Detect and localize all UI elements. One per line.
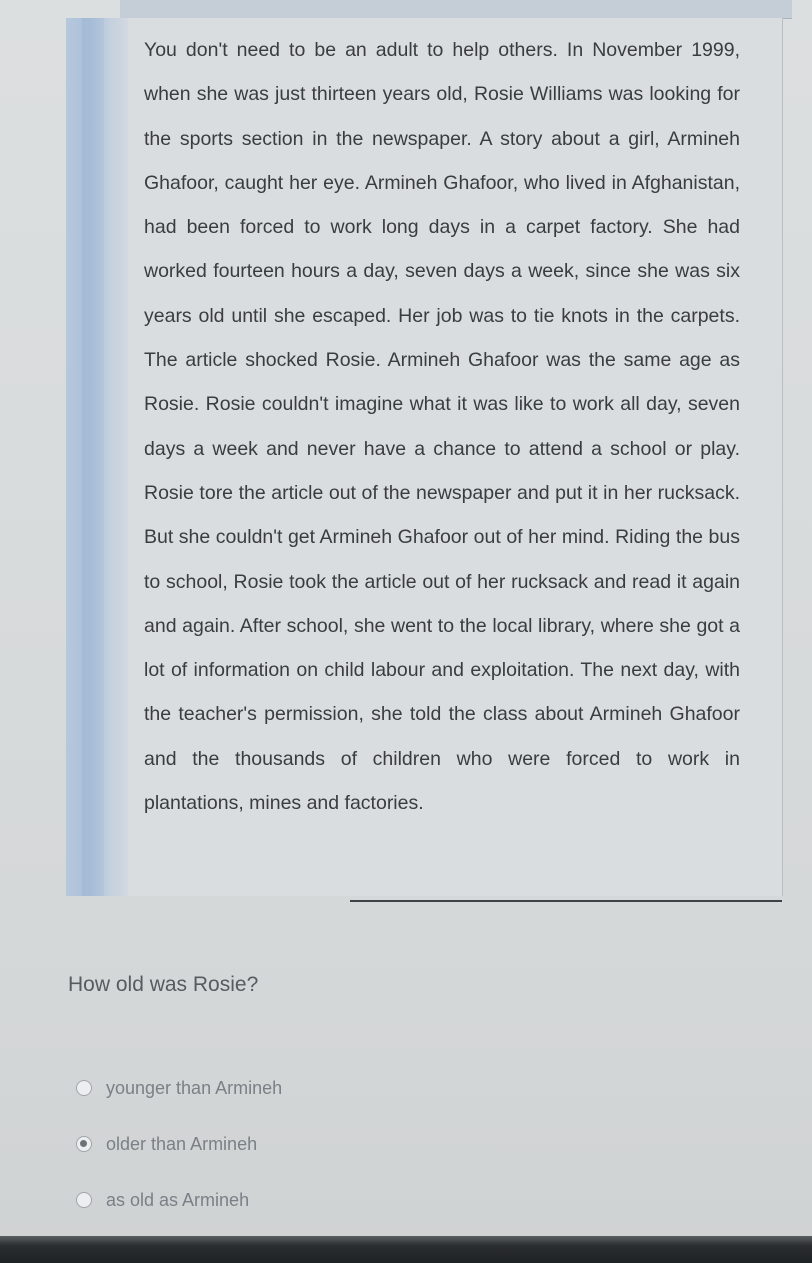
- passage-divider: [350, 900, 782, 902]
- answer-options: [68, 1060, 782, 1228]
- answer-option-same-age[interactable]: [68, 1172, 782, 1228]
- radio-button-younger[interactable]: [76, 1080, 92, 1096]
- answer-option-label: younger than Armineh: [106, 1077, 283, 1098]
- top-toolbar-strip: [120, 0, 792, 19]
- answer-option-label: as old as Armineh: [106, 1189, 250, 1210]
- answer-option-label: older than Armineh: [106, 1133, 258, 1154]
- radio-button-older[interactable]: [76, 1136, 92, 1152]
- answer-option-younger[interactable]: [68, 1060, 782, 1116]
- panel-accent-stripe: [66, 18, 128, 896]
- monitor-bottom-bezel: [0, 1236, 812, 1263]
- radio-button-same-age[interactable]: [76, 1192, 92, 1208]
- question-prompt: How old was Rosie?: [68, 973, 259, 996]
- answer-option-older[interactable]: [68, 1116, 782, 1172]
- panel-accent-stripe-inner: [82, 18, 104, 896]
- reading-passage-text: You don't need to be an adult to help others. In November 1999, when she was just thirteen years old, Rosie Williams was looking for the sports section in the newspaper. A story about a girl, Armineh Ghafoor, caught her eye. Armineh Ghafoor, who lived in Afghanistan, had been forced to work long days in a carpet factory. She had worked fourteen hours a day, seven days a week, since she was six years old until she escaped. Her job was to tie knots in the carpets. The article shocked Rosie. Armineh Ghafoor was the same age as Rosie. Rosie couldn't imagine what it was like to work all day, seven days a week and never have a chance to attend a school or play. Rosie tore the article out of the newspaper and put it in her rucksack. But she couldn't get Armineh Ghafoor out of her mind. Riding the bus to school, Rosie took the article out of her rucksack and read it again and again. After school, she went to the local library, where she got a lot of information on child labour and exploitation. The next day, with the teacher's permission, she told the class about Armineh Ghafoor and the thousands of children who were forced to work in plantations, mines and factories.: [144, 39, 740, 815]
